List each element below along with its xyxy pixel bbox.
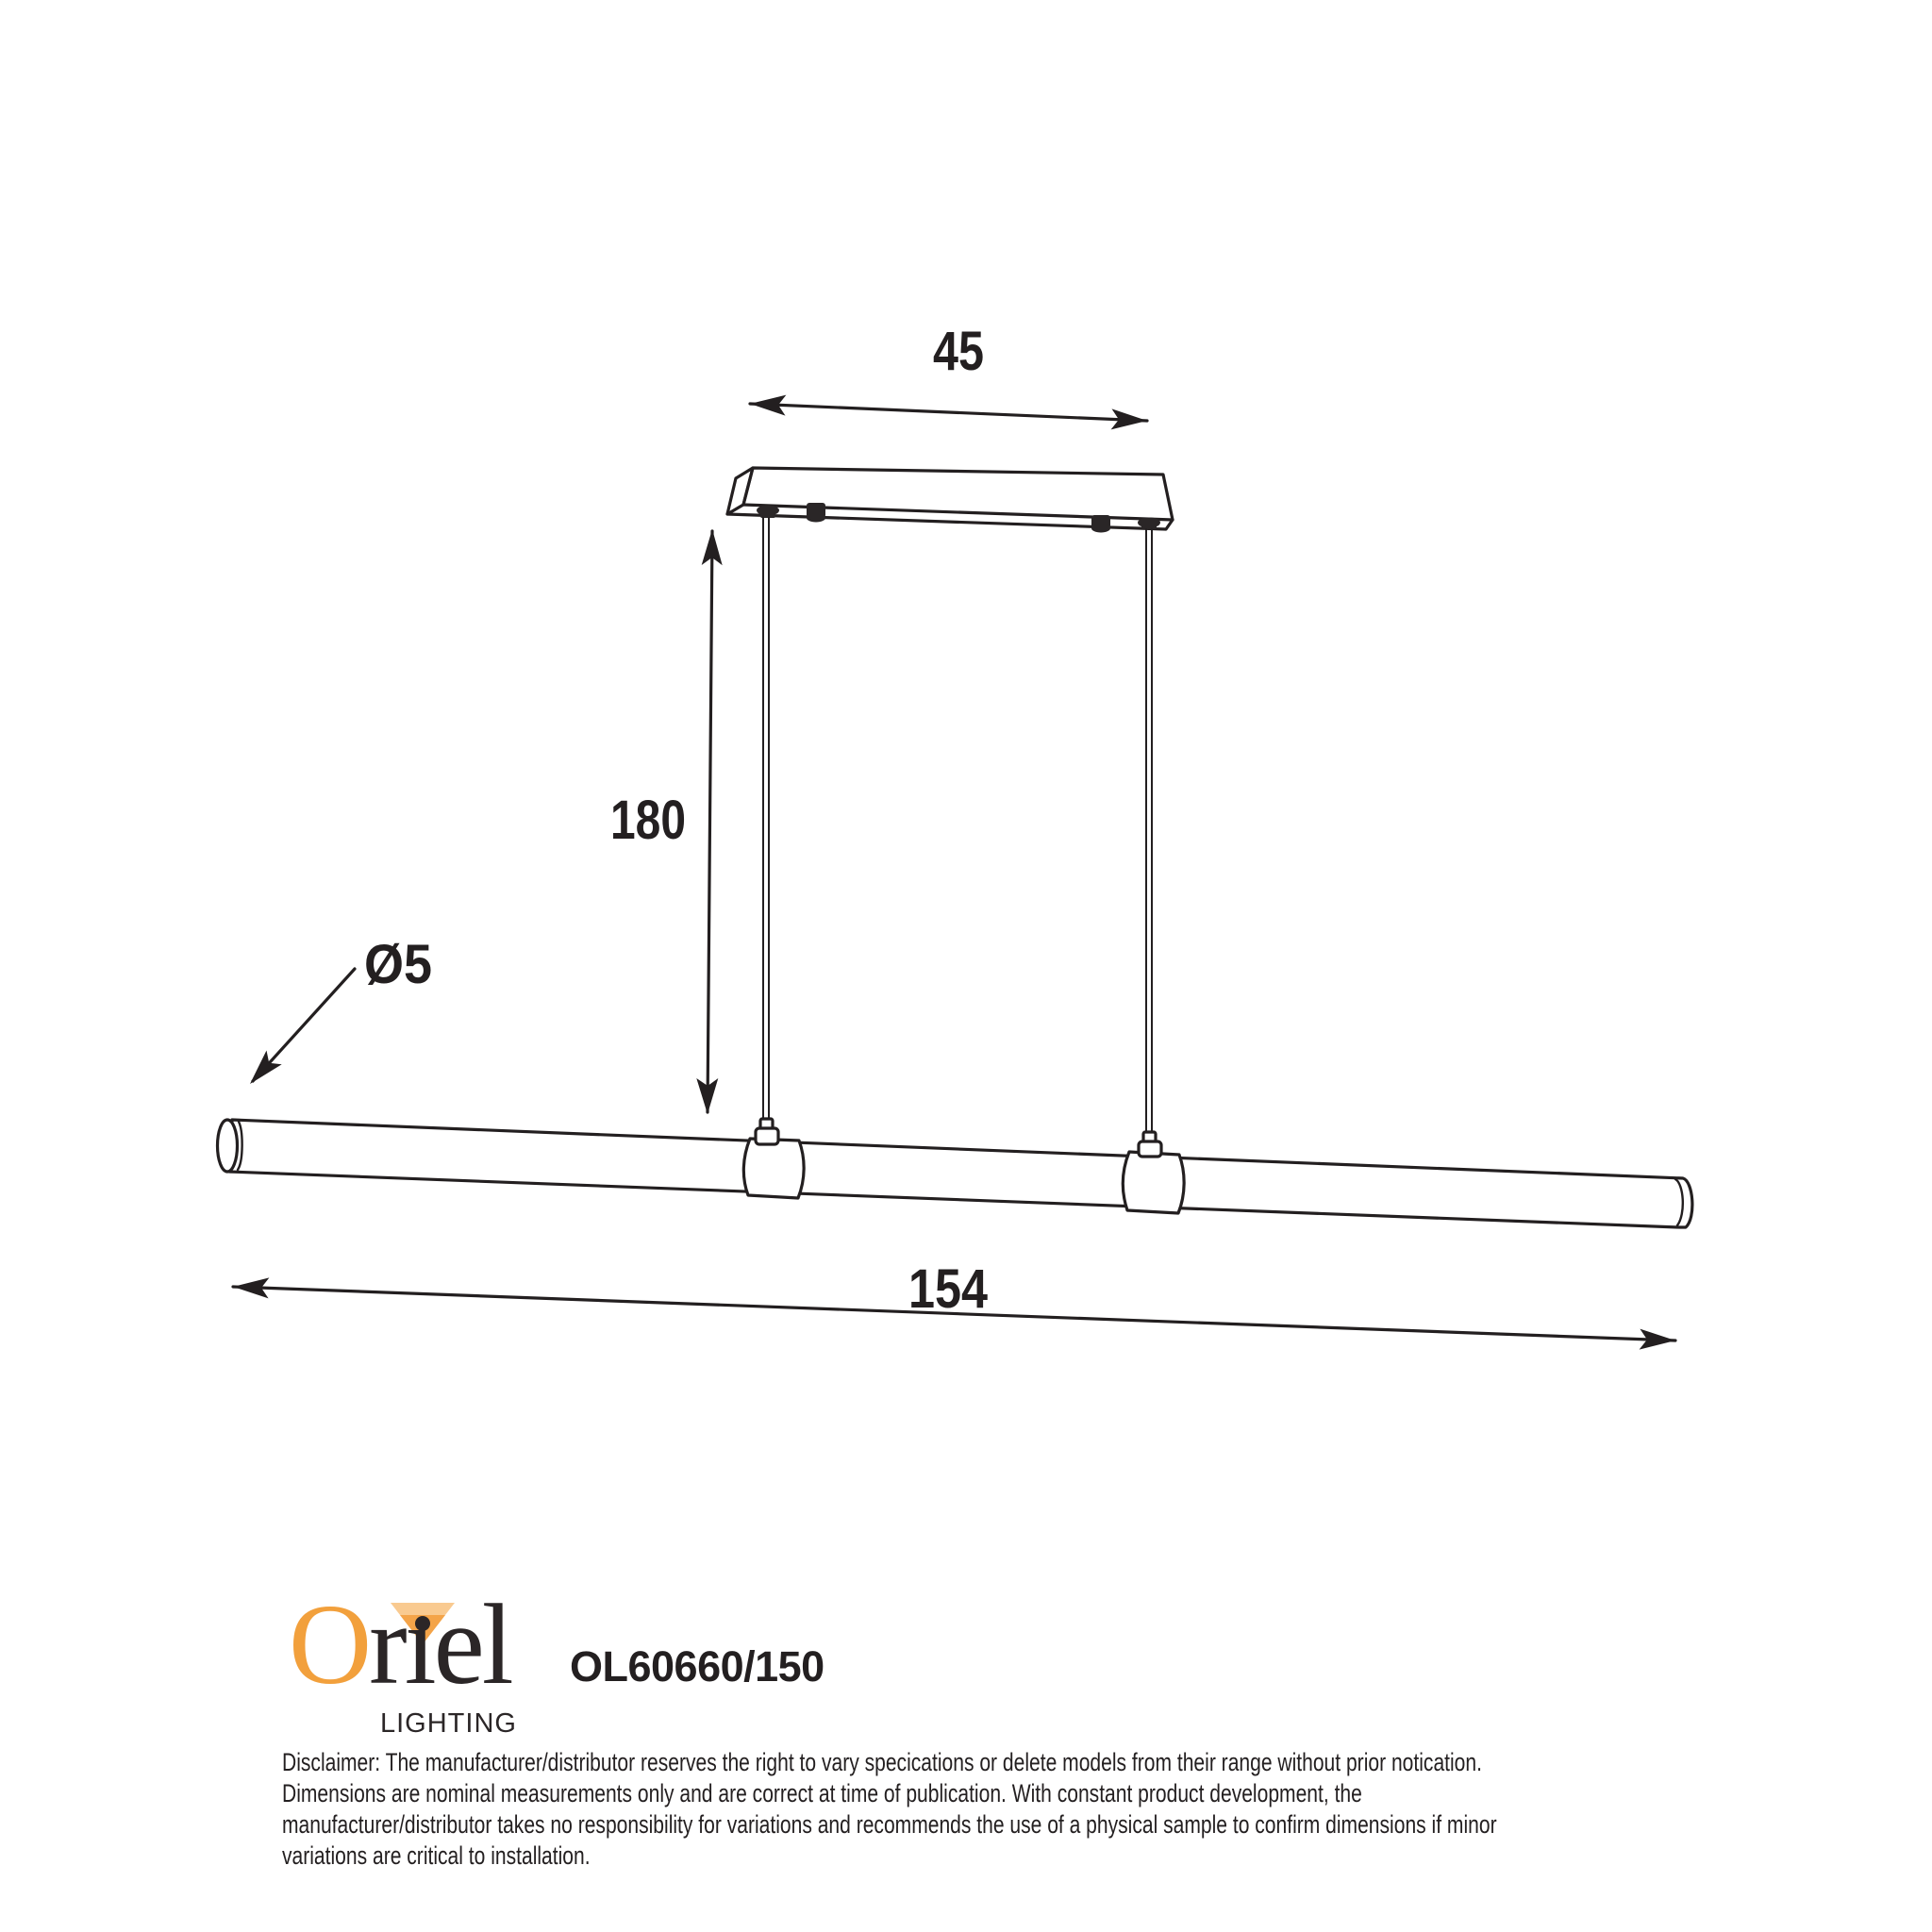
dimension-tube-diameter [250, 934, 432, 1084]
dimension-suspension-drop [610, 529, 723, 1114]
gland-right-outer-stem [1141, 523, 1157, 529]
disclaimer-line-1: Disclaimer: The manufacturer/distributor reserves the right to vary specications or delete models from their range without prior notication. [282, 1748, 1482, 1776]
gland-left-inner-cap [807, 514, 825, 523]
dimension-canopy-width [750, 321, 1147, 429]
brand-name-initial: O [289, 1581, 370, 1708]
gland-left-outer-stem [760, 510, 775, 518]
brand-name-rest: rıel [369, 1581, 511, 1708]
gland-right-inner-cap [1091, 525, 1110, 533]
disclaimer-line-4: variations are critical to installation. [282, 1841, 591, 1870]
cable-right [1146, 529, 1152, 1134]
suspension-cables [763, 518, 1152, 1134]
dimension-tube-length [233, 1258, 1675, 1350]
tube-left-endcap [218, 1120, 238, 1172]
cable-connector-left [756, 1128, 778, 1144]
disclaimer-text [282, 1747, 1497, 1872]
product-code: OL60660/150 [570, 1642, 824, 1690]
dim-45-label: 45 [933, 321, 984, 382]
cable-connector-right [1139, 1141, 1161, 1157]
dim-180-label: 180 [610, 790, 686, 851]
disclaimer-line-2: Dimensions are nominal measurements only and are correct at time of publication. With constant product development, the [282, 1779, 1362, 1807]
ceiling-canopy [727, 468, 1173, 533]
light-tube [218, 1119, 1692, 1227]
dim-180-line [708, 531, 712, 1112]
dim-154-label: 154 [908, 1258, 988, 1320]
brand-name [289, 1581, 517, 1708]
canopy-left-face [727, 468, 753, 514]
tube-sleeve-right [1123, 1152, 1184, 1213]
brand-tagline: LIGHTING [380, 1708, 517, 1739]
cable-left [763, 518, 769, 1121]
dim-dia-label: Ø5 [364, 934, 432, 995]
canopy-glands [757, 503, 1160, 533]
tube-sleeve-left [743, 1139, 804, 1198]
disclaimer-line-3: manufacturer/distributor takes no responsibility for variations and recommends the use of a physical sample to confirm dimensions if minor [282, 1810, 1497, 1839]
tube-body [229, 1120, 1692, 1227]
dim-45-line [750, 404, 1147, 421]
brand-logo [289, 1581, 517, 1740]
